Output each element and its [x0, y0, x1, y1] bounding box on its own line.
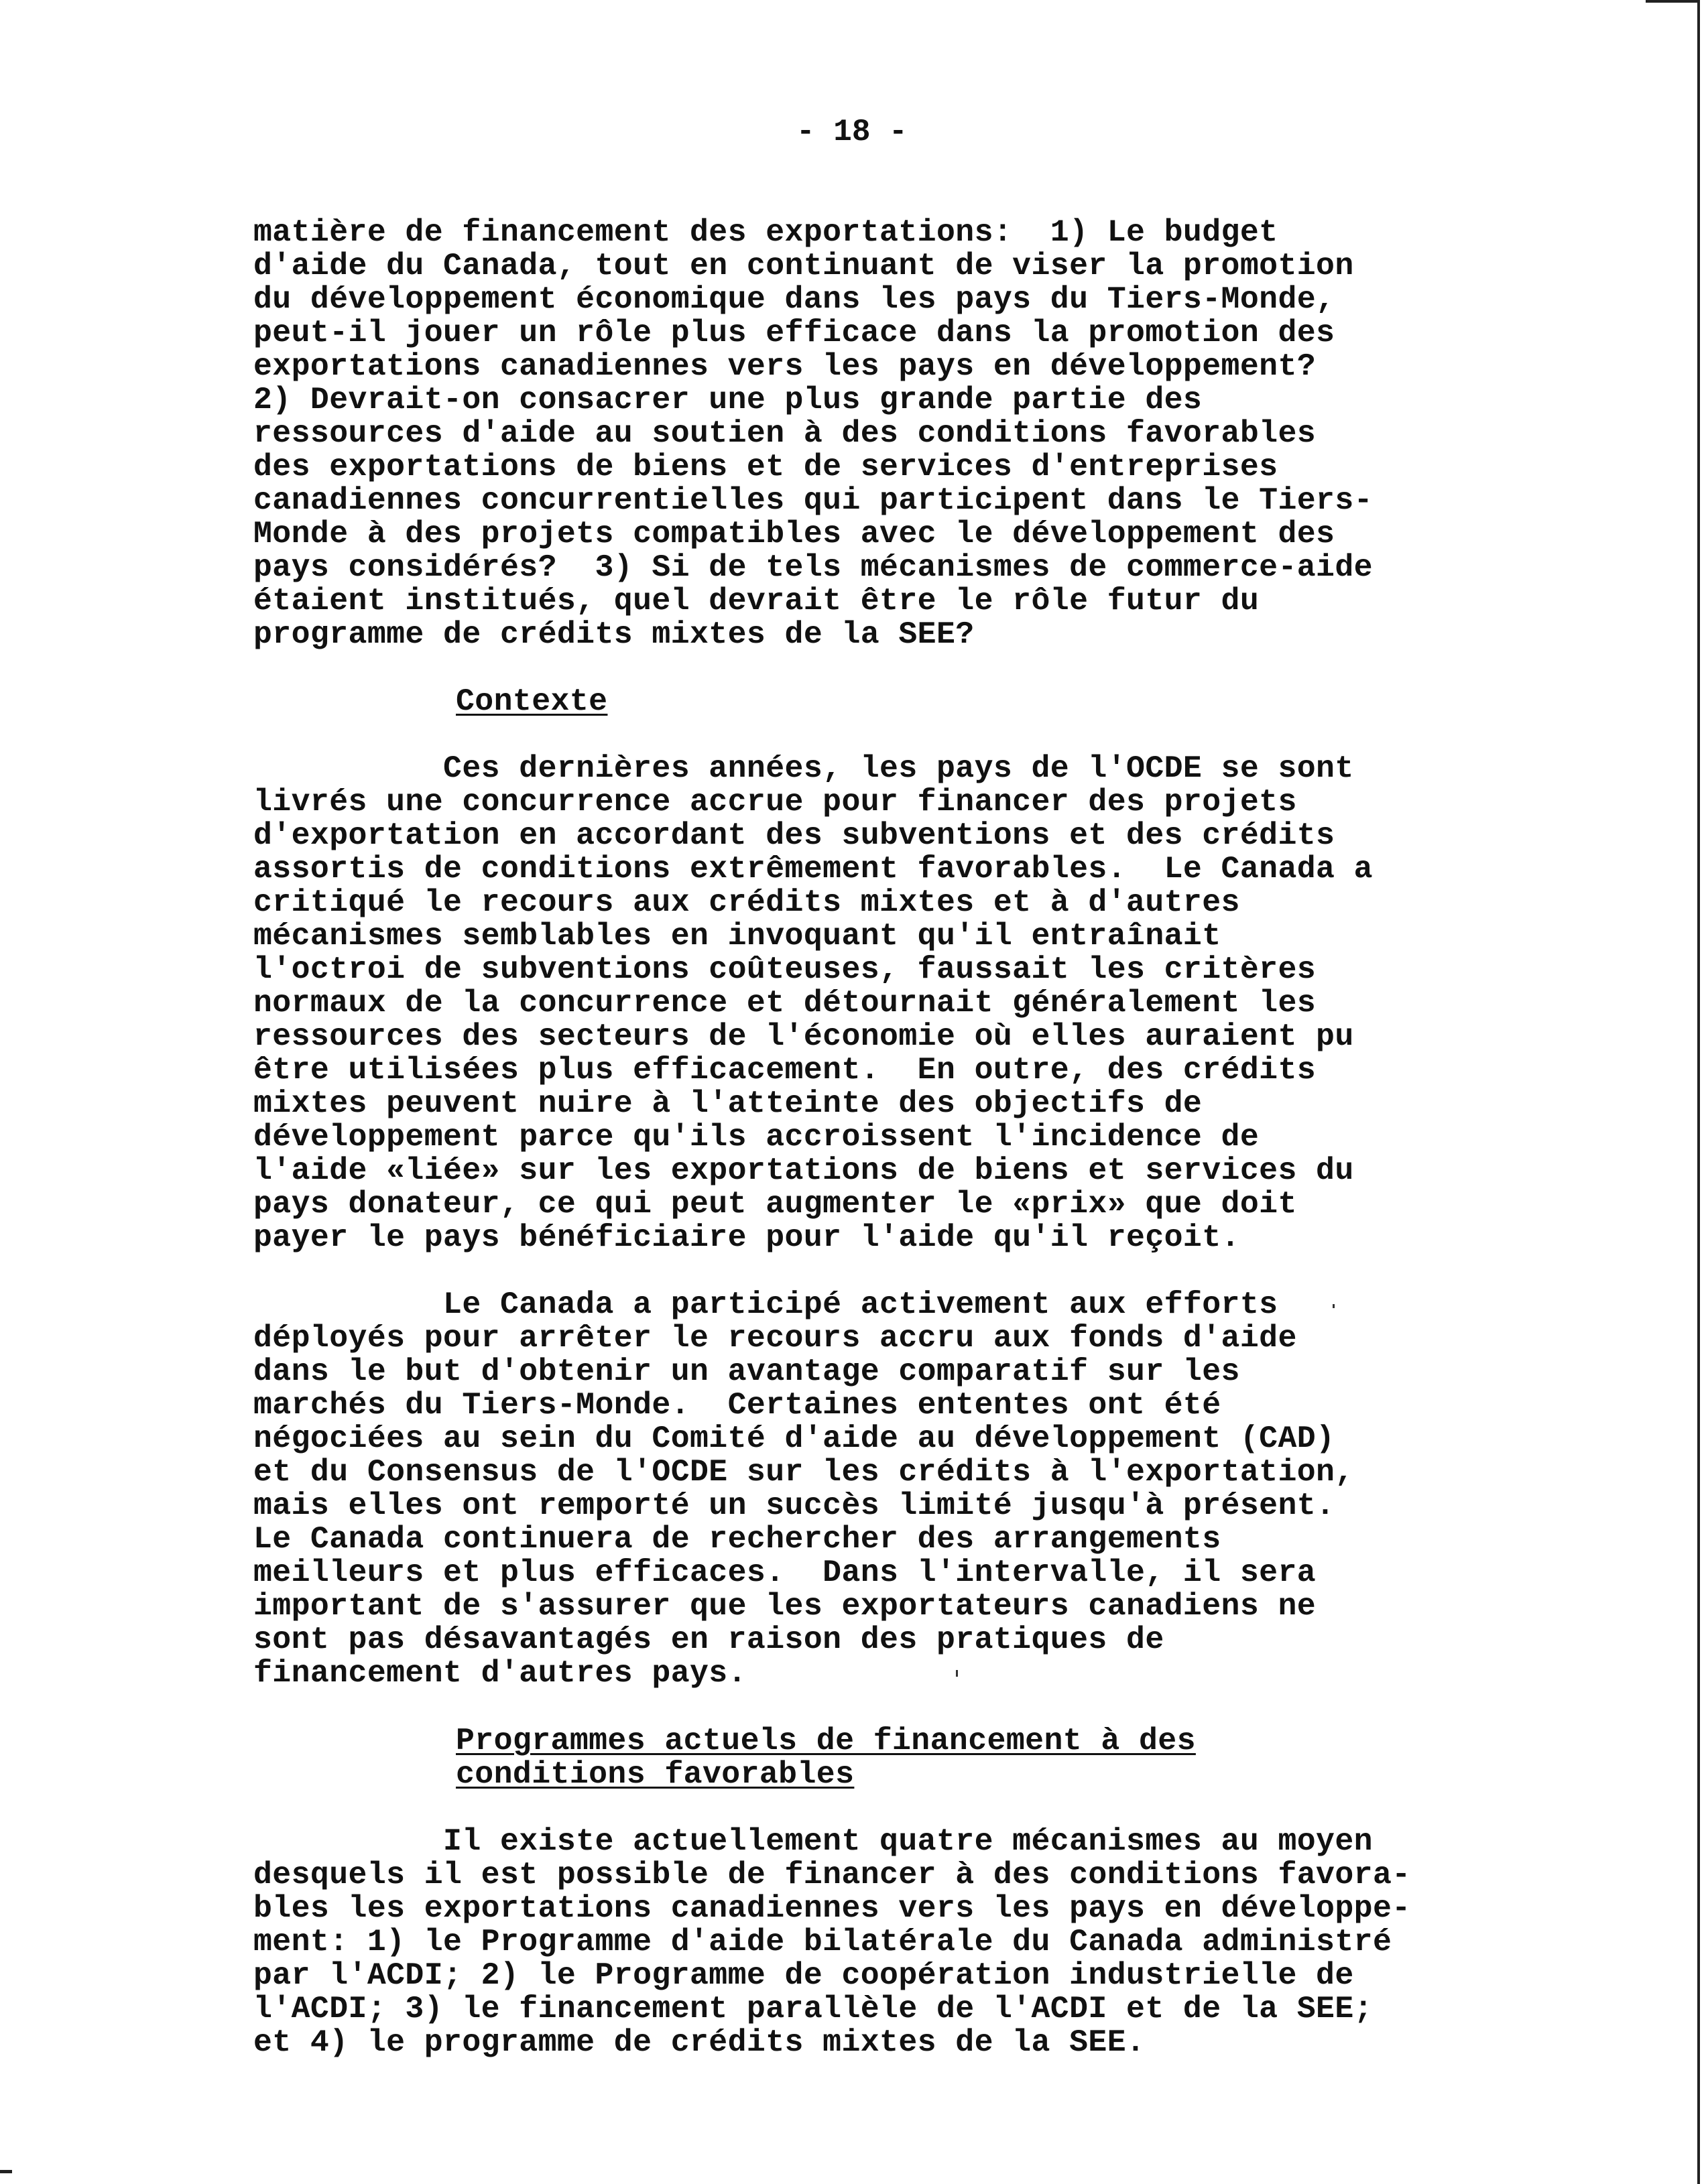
text-line: négociées au sein du Comité d'aide au développement (CAD): [253, 1421, 1335, 1456]
text-line: Le Canada a participé activement aux efforts: [253, 1287, 1278, 1322]
text-line: ressources d'aide au soutien à des conditions favorables: [253, 415, 1317, 451]
scan-border-mark: [1646, 0, 1699, 3]
text-line: pays considérés? 3) Si de tels mécanismes de commerce-aide: [253, 550, 1373, 585]
text-line: l'aide «liée» sur les exportations de biens et services du: [253, 1153, 1354, 1188]
text-line: meilleurs et plus efficaces. Dans l'intervalle, il sera: [253, 1555, 1317, 1590]
text-line: ressources des secteurs de l'économie où elles auraient pu: [253, 1019, 1354, 1054]
text-line: l'octroi de subventions coûteuses, faussait les critères: [253, 952, 1317, 987]
programs-paragraph: [253, 1825, 1411, 2059]
text-line: critiqué le recours aux crédits mixtes et à d'autres: [253, 885, 1240, 920]
text-line: sont pas désavantagés en raison des pratiques de: [253, 1622, 1164, 1657]
text-line: desquels il est possible de financer à des conditions favora-: [253, 1857, 1411, 1892]
text-line: financement d'autres pays.: [253, 1655, 747, 1691]
text-line: bles les exportations canadiennes vers les pays en développe-: [253, 1890, 1411, 1926]
text-line: marchés du Tiers-Monde. Certaines ententes ont été: [253, 1387, 1221, 1423]
text-line: Ces dernières années, les pays de l'OCDE se sont: [253, 751, 1354, 786]
text-line: et 4) le programme de crédits mixtes de la SEE.: [253, 2025, 1146, 2060]
page-number: - 18 -: [796, 115, 908, 149]
intro-paragraph: [253, 216, 1373, 651]
text-line: déployés pour arrêter le recours accru aux fonds d'aide: [253, 1320, 1297, 1356]
section-heading-contexte: [456, 685, 607, 718]
text-line: pays donateur, ce qui peut augmenter le «prix» que doit: [253, 1186, 1297, 1222]
text-line: payer le pays bénéficiaire pour l'aide qu'il reçoit.: [253, 1220, 1240, 1255]
context-paragraph-2: [253, 1288, 1354, 1690]
context-paragraph-1: [253, 752, 1373, 1255]
text-line: développement parce qu'ils accroissent l'incidence de: [253, 1119, 1260, 1155]
text-line: matière de financement des exportations: 1) Le budget: [253, 214, 1278, 250]
text-line: ment: 1) le Programme d'aide bilatérale du Canada administré: [253, 1924, 1392, 1960]
text-line: normaux de la concurrence et détournait généralement les: [253, 985, 1317, 1021]
text-line: Programmes actuels de financement à des: [456, 1723, 1196, 1758]
text-line: d'exportation en accordant des subventions et des crédits: [253, 818, 1335, 853]
text-line: canadiennes concurrentielles qui participent dans le Tiers-: [253, 483, 1373, 518]
text-line: important de s'assurer que les exportateurs canadiens ne: [253, 1588, 1317, 1624]
text-line: des exportations de biens et de services d'entreprises: [253, 449, 1278, 485]
text-line: et du Consensus de l'OCDE sur les crédits à l'exportation,: [253, 1454, 1354, 1490]
section-heading-programmes: [456, 1724, 1196, 1791]
text-line: du développement économique dans les pays du Tiers-Monde,: [253, 281, 1335, 317]
text-line: conditions favorables: [456, 1756, 855, 1792]
text-line: étaient institués, quel devrait être le rôle futur du: [253, 583, 1260, 619]
text-line: Monde à des projets compatibles avec le développement des: [253, 516, 1335, 552]
text-line: l'ACDI; 3) le financement parallèle de l'ACDI et de la SEE;: [253, 1991, 1373, 2027]
text-line: Il existe actuellement quatre mécanismes au moyen: [253, 1823, 1373, 1859]
text-line: mais elles ont remporté un succès limité jusqu'à présent.: [253, 1488, 1335, 1523]
scan-corner-mark: [0, 2170, 12, 2173]
text-line: d'aide du Canada, tout en continuant de viser la promotion: [253, 248, 1354, 283]
text-line: mécanismes semblables en invoquant qu'il entraînait: [253, 918, 1221, 954]
scan-right-border: [1697, 0, 1700, 2184]
text-line: mixtes peuvent nuire à l'atteinte des objectifs de: [253, 1086, 1203, 1121]
text-line: par l'ACDI; 2) le Programme de coopération industrielle de: [253, 1957, 1354, 1993]
text-line: exportations canadiennes vers les pays en développement?: [253, 348, 1317, 384]
text-line: programme de crédits mixtes de la SEE?: [253, 617, 975, 652]
text-line: être utilisées plus efficacement. En outre, des crédits: [253, 1052, 1317, 1088]
text-line: Le Canada continuera de rechercher des arrangements: [253, 1521, 1221, 1557]
text-line: livrés une concurrence accrue pour financer des projets: [253, 784, 1297, 820]
text-line: Contexte: [456, 684, 608, 719]
text-line: dans le but d'obtenir un avantage comparatif sur les: [253, 1354, 1240, 1389]
text-line: assortis de conditions extrêmement favorables. Le Canada a: [253, 851, 1373, 887]
text-line: peut-il jouer un rôle plus efficace dans la promotion des: [253, 315, 1335, 350]
text-line: 2) Devrait-on consacrer une plus grande partie des: [253, 382, 1203, 417]
